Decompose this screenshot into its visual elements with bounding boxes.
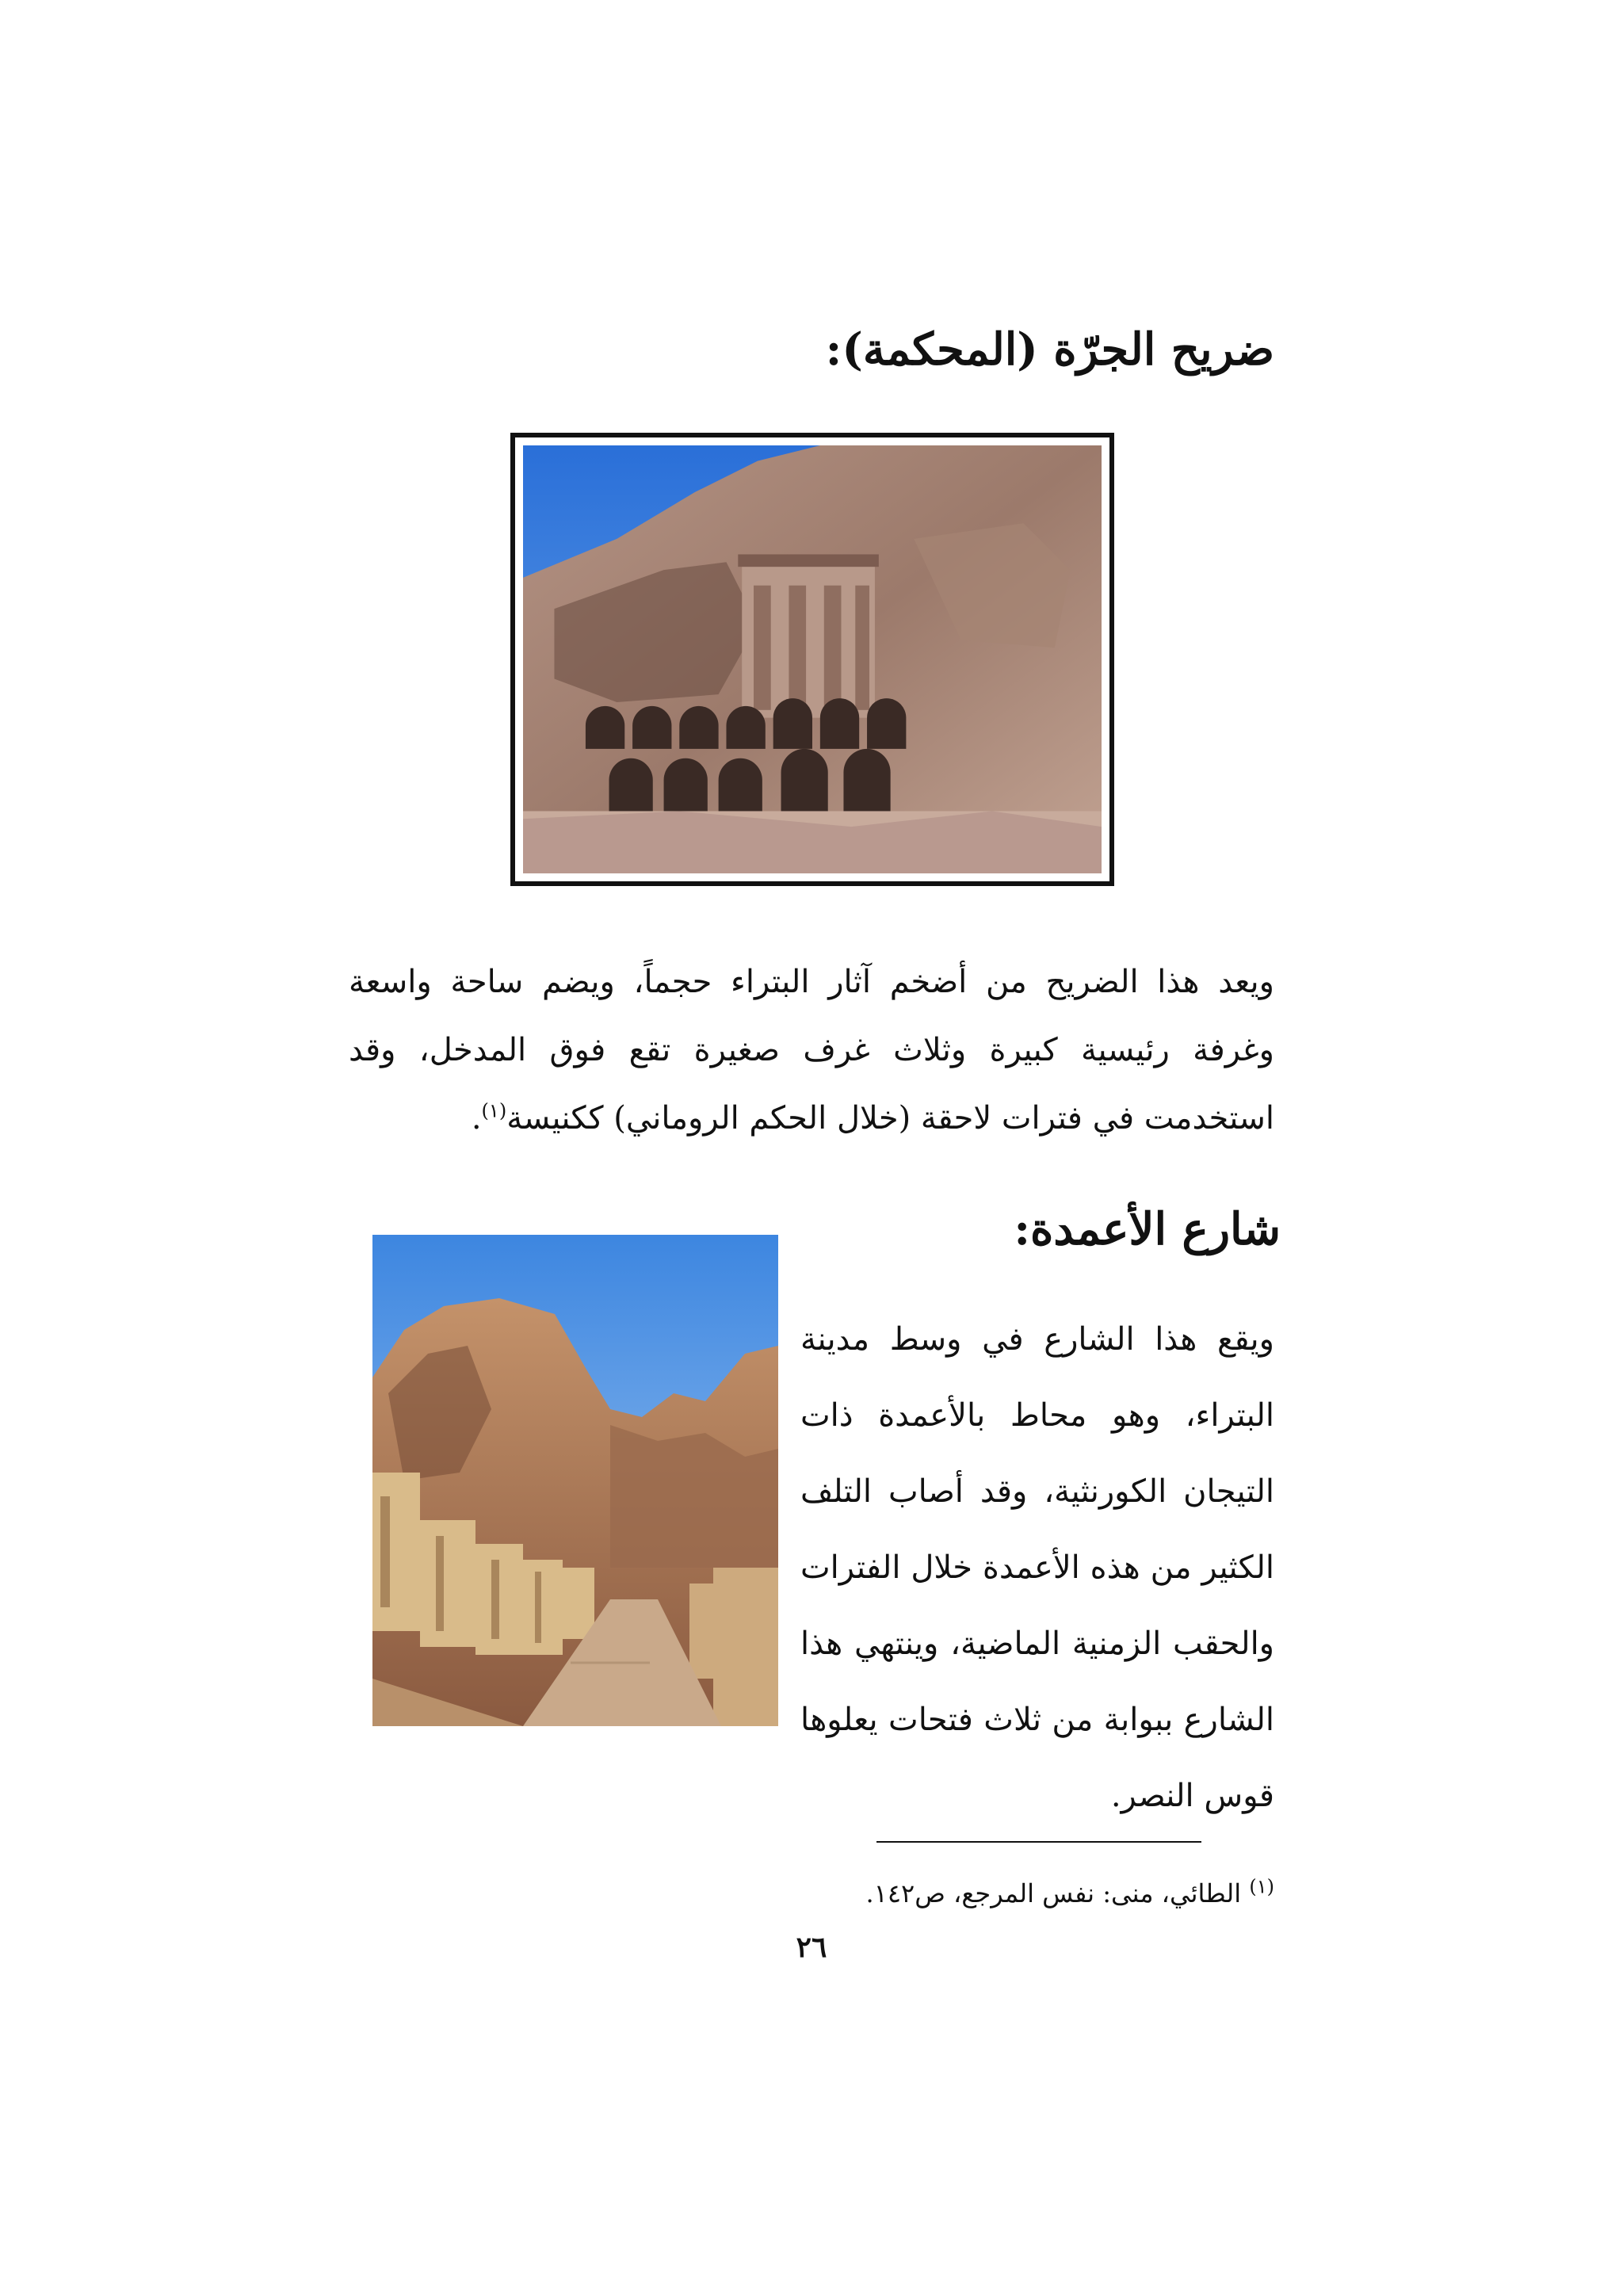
footnote-marker: (١) [1249, 1875, 1274, 1898]
tomb-paragraph-end: . [471, 1100, 482, 1137]
colonnaded-street-paragraph: ويقع هذا الشارع في وسط مدينة البتراء، وهو محاط بالأعمدة ذات التيجان الكورنثية، وقد أصاب التلف الكثير من هذه الأعمدة خلال الفترات والحقب الزمنية الماضية، وينتهي هذا الشارع ببوابة من ثلاث فتحات يعلوها قوس النصر. [800, 1321, 1274, 1814]
footnote [865, 1875, 1274, 1908]
footnote-text: الطائي، منى: نفس المرجع، ص١٤٢. [865, 1878, 1242, 1908]
page-number: ٢٦ [796, 1931, 827, 1964]
section-heading-colonnaded-street: شارع الأعمدة: [1014, 1203, 1281, 1255]
footnote-reference[interactable]: (١) [481, 1099, 507, 1122]
colonnaded-street-photo [372, 1235, 778, 1726]
urn-tomb-photo [510, 433, 1114, 886]
colonnaded-street-illustration [372, 1235, 778, 1726]
tomb-paragraph-text: ويعد هذا الضريح من أضخم آثار البتراء حجماً، ويضم ساحة واسعة وغرفة رئيسية كبيرة وثلاث غرف صغيرة تقع فوق المدخل، وقد استخدمت في فترات لاحقة (خلال الحكم الروماني) ككنيسة [349, 964, 1274, 1137]
tomb-paragraph [349, 948, 1274, 1152]
footnote-separator [876, 1841, 1201, 1843]
section-heading-tomb: ضريح الجرّة (المحكمة): [825, 323, 1274, 376]
urn-tomb-illustration [523, 445, 1102, 873]
